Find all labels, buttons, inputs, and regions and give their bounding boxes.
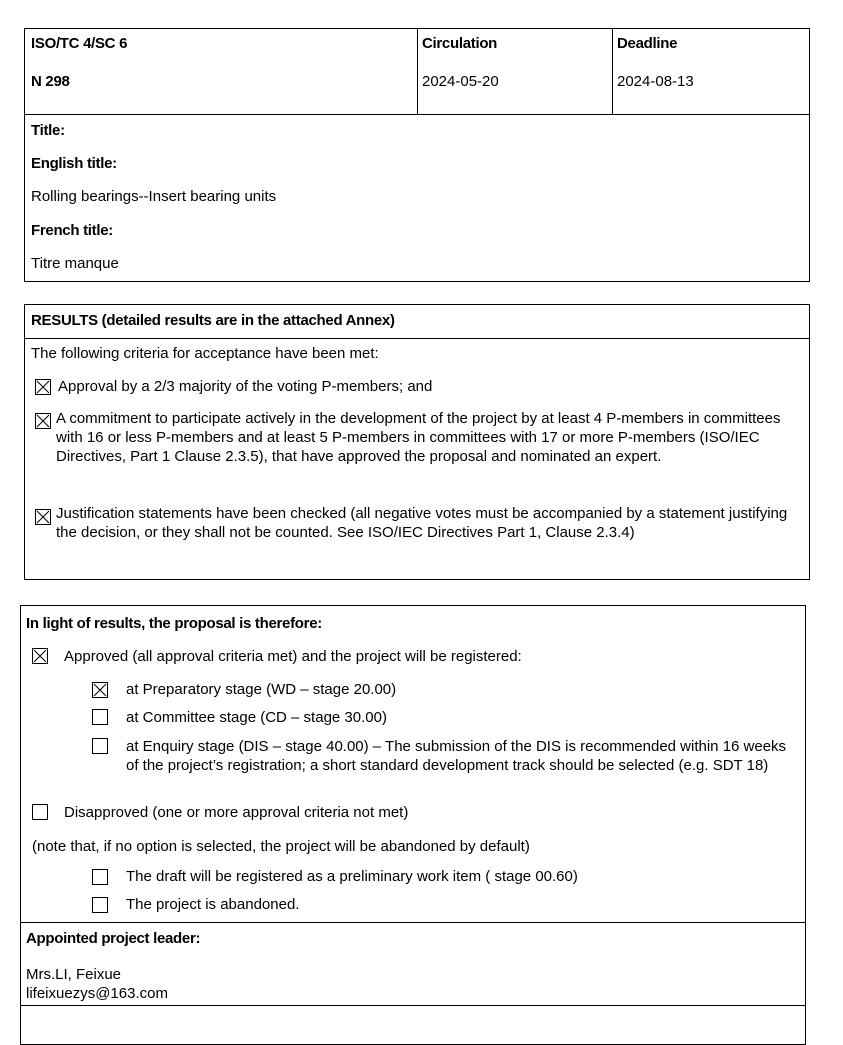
deadline-date: 2024-08-13 <box>617 73 694 90</box>
preliminary-checkbox[interactable] <box>92 869 108 885</box>
criterion-checkbox[interactable] <box>35 509 51 525</box>
deadline-label: Deadline <box>617 35 678 52</box>
disapproved-text: Disapproved (one or more approval criteria not met) <box>64 804 409 821</box>
results-heading-rule <box>24 338 810 339</box>
english-title-value: Rolling bearings--Insert bearing units <box>31 188 277 205</box>
checkbox-cross-icon <box>36 380 50 394</box>
decision-heading: In light of results, the proposal is therefore: <box>26 615 322 632</box>
title-label: Title: <box>31 122 65 139</box>
disapproved-checkbox[interactable] <box>32 804 48 820</box>
doc-number: N 298 <box>31 73 70 90</box>
header-divider <box>612 28 613 115</box>
checkbox-cross-icon <box>93 683 107 697</box>
criterion-checkbox[interactable] <box>35 413 51 429</box>
header-bottom-rule <box>24 114 810 115</box>
abandon-note: (note that, if no option is selected, the project will be abandoned by default) <box>32 838 530 855</box>
decision-table <box>20 605 806 1045</box>
stage-checkbox-preparatory[interactable] <box>92 682 108 698</box>
decision-bottom-rule <box>20 1005 806 1006</box>
committee-label: ISO/TC 4/SC 6 <box>31 35 128 52</box>
checkbox-cross-icon <box>33 649 47 663</box>
checkbox-cross-icon <box>36 414 50 428</box>
checkbox-cross-icon <box>36 510 50 524</box>
results-heading: RESULTS (detailed results are in the attached Annex) <box>31 312 395 329</box>
circulation-label: Circulation <box>422 35 498 52</box>
approved-checkbox[interactable] <box>32 648 48 664</box>
leader-heading: Appointed project leader: <box>26 930 201 947</box>
preliminary-text: The draft will be registered as a preliminary work item ( stage 00.60) <box>126 868 578 885</box>
criterion-text: A commitment to participate actively in the development of the project by at least 4 P-members in committees with 16 or less P-members and at least 5 P-members in committees with 17 or more P-members (ISO/IEC Directives, Part 1 Clause 2.3.5), that have approved the proposal and nominated an expert. <box>56 410 781 465</box>
english-title-label: English title: <box>31 155 117 172</box>
stage-text-preparatory: at Preparatory stage (WD – stage 20.00) <box>126 681 397 698</box>
approved-text: Approved (all approval criteria met) and the project will be registered: <box>64 648 522 665</box>
leader-email: lifeixuezys@163.com <box>26 985 168 1002</box>
leader-name: Mrs.LI, Feixue <box>26 966 122 983</box>
header-divider <box>417 28 418 115</box>
stage-checkbox-committee[interactable] <box>92 709 108 725</box>
abandoned-text: The project is abandoned. <box>126 896 300 913</box>
criterion-text: Approval by a 2/3 majority of the voting P-members; and <box>58 378 433 395</box>
criterion-checkbox[interactable] <box>35 379 51 395</box>
results-intro: The following criteria for acceptance have been met: <box>31 345 379 362</box>
abandoned-checkbox[interactable] <box>92 897 108 913</box>
circulation-date: 2024-05-20 <box>422 73 499 90</box>
stage-text-enquiry: at Enquiry stage (DIS – stage 40.00) – The submission of the DIS is recommended within 16 weeks of the project’s registration; a short standard development track should be selected (e.g. SDT 18) <box>126 738 787 774</box>
stage-text-committee: at Committee stage (CD – stage 30.00) <box>126 709 387 726</box>
criterion-text: Justification statements have been checked (all negative votes must be accompanied by a statement justifying the decision, or they shall not be counted. See ISO/IEC Directives Part 1, Clause 2.3.4) <box>56 505 788 541</box>
decision-leader-rule <box>20 922 806 923</box>
french-title-value: Titre manque <box>31 255 119 272</box>
french-title-label: French title: <box>31 222 113 239</box>
stage-checkbox-enquiry[interactable] <box>92 738 108 754</box>
